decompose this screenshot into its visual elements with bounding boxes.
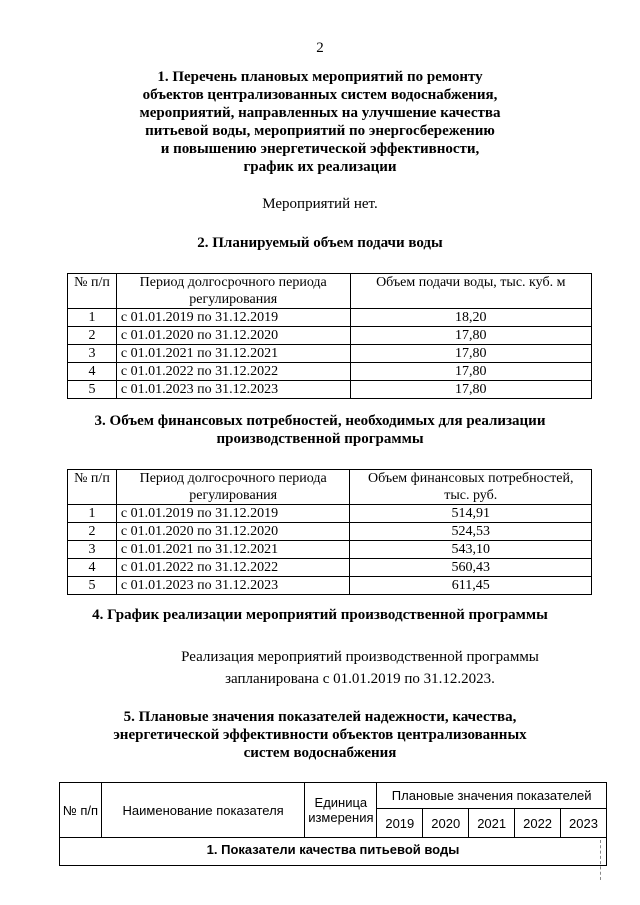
section1-title-line: график их реализации	[243, 159, 397, 175]
row-value: 17,80	[350, 345, 591, 363]
row-period: с 01.01.2019 по 31.12.2019	[116, 309, 350, 327]
section3-title-line: производственной программы	[216, 431, 424, 447]
row-number: 5	[68, 381, 117, 399]
section1-title-line: и повышению энергетической эффективности,	[160, 141, 480, 157]
row-number: 3	[68, 541, 117, 559]
row-period: с 01.01.2022 по 31.12.2022	[116, 559, 350, 577]
section1-text: Мероприятий нет.	[262, 196, 378, 212]
finance-table	[67, 469, 592, 595]
row-value: 524,53	[350, 523, 592, 541]
table-row	[68, 541, 592, 559]
section4-text-line: запланирована с 01.01.2019 по 31.12.2023.	[225, 671, 495, 687]
section4-text-line: Реализация мероприятий производственной программы	[181, 649, 539, 665]
row-number: 1	[68, 505, 117, 523]
section1-title	[90, 68, 550, 176]
row-period: с 01.01.2020 по 31.12.2020	[116, 327, 350, 345]
row-number: 2	[68, 523, 117, 541]
row-number: 3	[68, 345, 117, 363]
header-year: 2020	[423, 809, 469, 838]
row-value: 17,80	[350, 327, 591, 345]
header-year: 2021	[469, 809, 515, 838]
row-value: 18,20	[350, 309, 591, 327]
row-period: с 01.01.2023 по 31.12.2023	[116, 577, 350, 595]
row-period: с 01.01.2020 по 31.12.2020	[116, 523, 350, 541]
header-name: Наименование показателя	[101, 783, 305, 838]
table-row	[68, 381, 592, 399]
table-row	[68, 327, 592, 345]
section5-title-line: систем водоснабжения	[243, 745, 397, 761]
table-row	[68, 309, 592, 327]
table-row	[68, 505, 592, 523]
section1-title-line: объектов централизованных систем водоснабжения,	[142, 87, 498, 103]
section1-title-line: питьевой воды, мероприятий по энергосбережению	[145, 123, 495, 139]
header-year: 2022	[515, 809, 561, 838]
section5-title	[40, 708, 600, 762]
header-cell: № п/п	[68, 470, 117, 505]
row-period: с 01.01.2022 по 31.12.2022	[116, 363, 350, 381]
section3-title	[40, 412, 600, 448]
row-period: с 01.01.2019 по 31.12.2019	[116, 505, 350, 523]
header-unit: Единица измерения	[305, 783, 377, 838]
header-cell: № п/п	[68, 274, 117, 309]
group-row-label: 1. Показатели качества питьевой воды	[60, 838, 607, 866]
row-period: с 01.01.2021 по 31.12.2021	[116, 345, 350, 363]
header-cell: Период долгосрочного периода регулирования	[116, 470, 350, 505]
row-number: 5	[68, 577, 117, 595]
row-value: 611,45	[350, 577, 592, 595]
scan-artifact	[600, 840, 603, 880]
page-number: 2	[316, 40, 324, 56]
row-period: с 01.01.2023 по 31.12.2023	[116, 381, 350, 399]
volume-table	[67, 273, 592, 399]
section5-title-line: 5. Плановые значения показателей надежности, качества,	[123, 709, 517, 725]
section2-title: 2. Планируемый объем подачи воды	[197, 235, 443, 251]
table-header-row	[60, 783, 607, 809]
row-value: 543,10	[350, 541, 592, 559]
table-row	[68, 345, 592, 363]
row-number: 4	[68, 363, 117, 381]
section3-title-line: 3. Объем финансовых потребностей, необходимых для реализации	[94, 413, 546, 429]
header-year: 2019	[377, 809, 423, 838]
indicators-table	[59, 782, 607, 866]
header-cell: Объем подачи воды, тыс. куб. м	[350, 274, 591, 309]
header-cell: Объем финансовых потребностей, тыс. руб.	[350, 470, 592, 505]
table-row	[68, 577, 592, 595]
section1-title-line: 1. Перечень плановых мероприятий по ремонту	[157, 69, 483, 85]
table-row	[68, 523, 592, 541]
table-header-row	[68, 470, 592, 505]
table-row	[68, 559, 592, 577]
row-number: 2	[68, 327, 117, 345]
row-period: с 01.01.2021 по 31.12.2021	[116, 541, 350, 559]
section1-title-line: мероприятий, направленных на улучшение качества	[139, 105, 501, 121]
section4-text	[110, 646, 610, 690]
header-year: 2023	[561, 809, 607, 838]
table-row	[68, 363, 592, 381]
header-number: № п/п	[60, 783, 102, 838]
table-header-row	[68, 274, 592, 309]
row-number: 4	[68, 559, 117, 577]
section4-title: 4. График реализации мероприятий производственной программы	[92, 607, 548, 623]
header-plan: Плановые значения показателей	[377, 783, 607, 809]
header-cell: Период долгосрочного периода регулирования	[116, 274, 350, 309]
row-value: 560,43	[350, 559, 592, 577]
row-number: 1	[68, 309, 117, 327]
section5-title-line: энергетической эффективности объектов централизованных	[113, 727, 527, 743]
row-value: 514,91	[350, 505, 592, 523]
row-value: 17,80	[350, 381, 591, 399]
row-value: 17,80	[350, 363, 591, 381]
group-row	[60, 838, 607, 866]
